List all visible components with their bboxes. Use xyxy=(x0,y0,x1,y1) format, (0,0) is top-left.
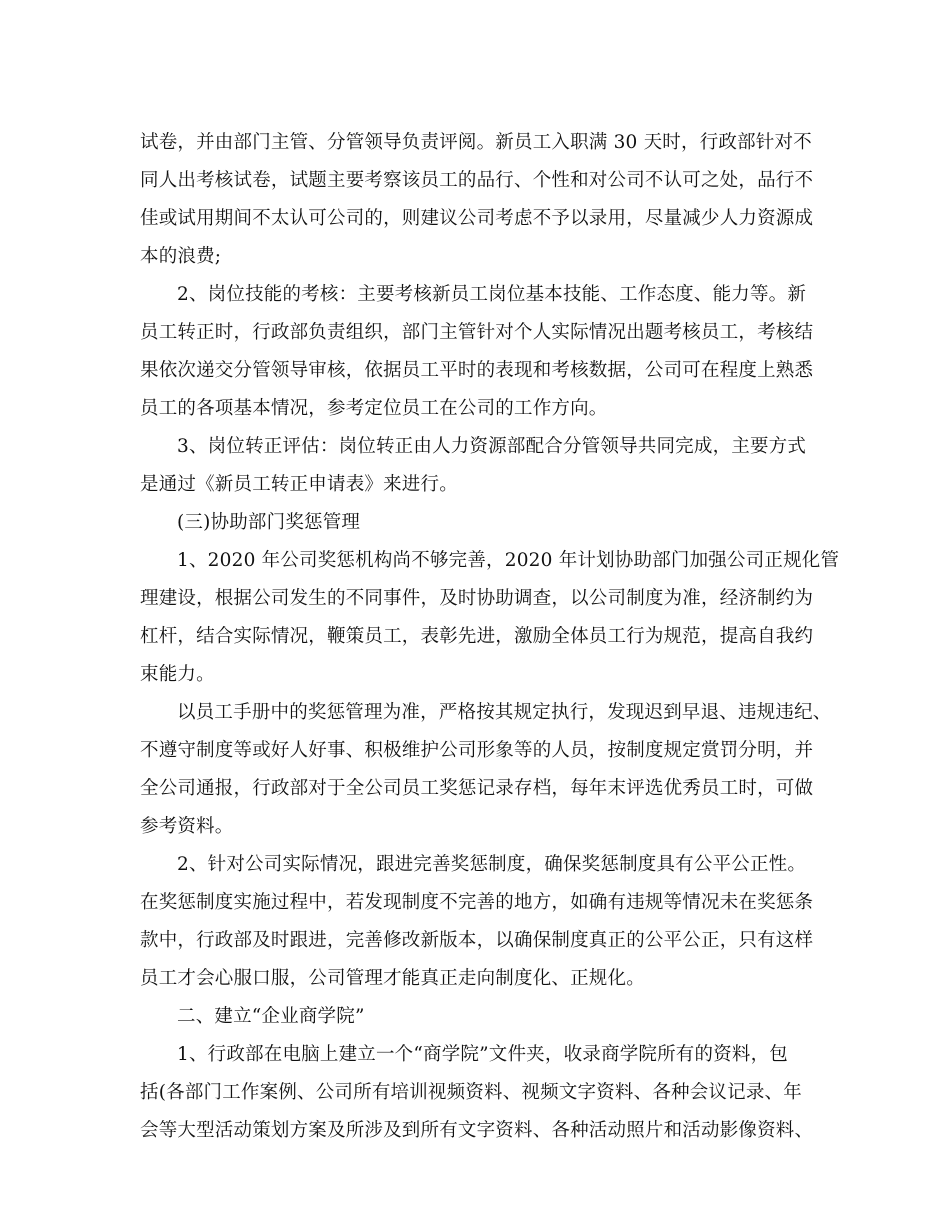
text-line: 在奖惩制度实施过程中，若发现制度不完善的地方，如确有违规等情况未在奖惩条 xyxy=(140,892,814,913)
section-heading xyxy=(140,1002,820,1032)
text-line: 2、岗位技能的考核：主要考核新员工岗位基本技能、工作态度、能力等。新 xyxy=(177,284,807,305)
text-line: 果依次递交分管领导审核，依据员工平时的表现和考核数据，公司可在程度上熟悉 xyxy=(140,360,814,381)
text-line: 试卷，并由部门主管、分管领导负责评阅。新员工入职满 30 天时，行政部针对不 xyxy=(140,132,812,153)
paragraph xyxy=(140,280,820,424)
section-heading xyxy=(140,508,820,538)
text-line: 束能力。 xyxy=(140,664,215,685)
text-line: 杠杆，结合实际情况，鞭策员工，表彰先进，激励全体员工行为规范，提高自我约 xyxy=(140,626,814,647)
paragraph xyxy=(140,546,840,690)
text-line: 以员工手册中的奖惩管理为准，严格按其规定执行，发现迟到早退、违规违纪、 xyxy=(177,702,832,723)
paragraph xyxy=(140,698,832,842)
text-line: 2、针对公司实际情况，跟进完善奖惩制度，确保奖惩制度具有公平公正性。 xyxy=(177,854,807,875)
text-line: 参考资料。 xyxy=(140,816,234,837)
text-line: 全公司通报，行政部对于全公司员工奖惩记录存档，每年末评选优秀员工时，可做 xyxy=(140,778,814,799)
paragraph xyxy=(140,850,820,994)
text-line: 员工的各项基本情况，参考定位员工在公司的工作方向。 xyxy=(140,398,608,419)
text-line: 员工转正时，行政部负责组织，部门主管针对个人实际情况出题考核员工，考核结 xyxy=(140,322,814,343)
text-line: 本的浪费; xyxy=(140,246,222,267)
paragraph xyxy=(140,128,820,272)
paragraph xyxy=(140,432,820,500)
text-line: 括(各部门工作案例、公司所有培训视频资料、视频文字资料、各种会议记录、年 xyxy=(140,1082,802,1103)
text-line: 佳或试用期间不太认可公司的，则建议公司考虑不予以录用，尽量减少人力资源成 xyxy=(140,208,814,229)
text-line: 3、岗位转正评估：岗位转正由人力资源部配合分管领导共同完成，主要方式 xyxy=(177,436,807,457)
text-line: 款中，行政部及时跟进，完善修改新版本，以确保制度真正的公平公正，只有这样 xyxy=(140,930,814,951)
text-line: 是通过《新员工转正申请表》来进行。 xyxy=(140,474,458,495)
text-line: 二、建立“企业商学院” xyxy=(177,1006,365,1027)
paragraph xyxy=(140,1040,820,1146)
text-line: 同人出考核试卷，试题主要考察该员工的品行、个性和对公司不认可之处，品行不 xyxy=(140,170,814,191)
text-line: 1、2020 年公司奖惩机构尚不够完善，2020 年计划协助部门加强公司正规化管 xyxy=(177,550,840,571)
document-body xyxy=(140,128,840,1146)
text-line: 理建设，根据公司发生的不同事件，及时协助调查，以公司制度为准，经济制约为 xyxy=(140,588,814,609)
text-line: 会等大型活动策划方案及所涉及到所有文字资料、各种活动照片和活动影像资料、 xyxy=(140,1120,814,1141)
text-line: (三)协助部门奖惩管理 xyxy=(177,512,361,533)
text-line: 员工才会心服口服，公司管理才能真正走向制度化、正规化。 xyxy=(140,968,645,989)
text-line: 1、行政部在电脑上建立一个“商学院”文件夹，收录商学院所有的资料，包 xyxy=(177,1044,788,1065)
text-line: 不遵守制度等或好人好事、积极维护公司形象等的人员，按制度规定赏罚分明，并 xyxy=(140,740,814,761)
